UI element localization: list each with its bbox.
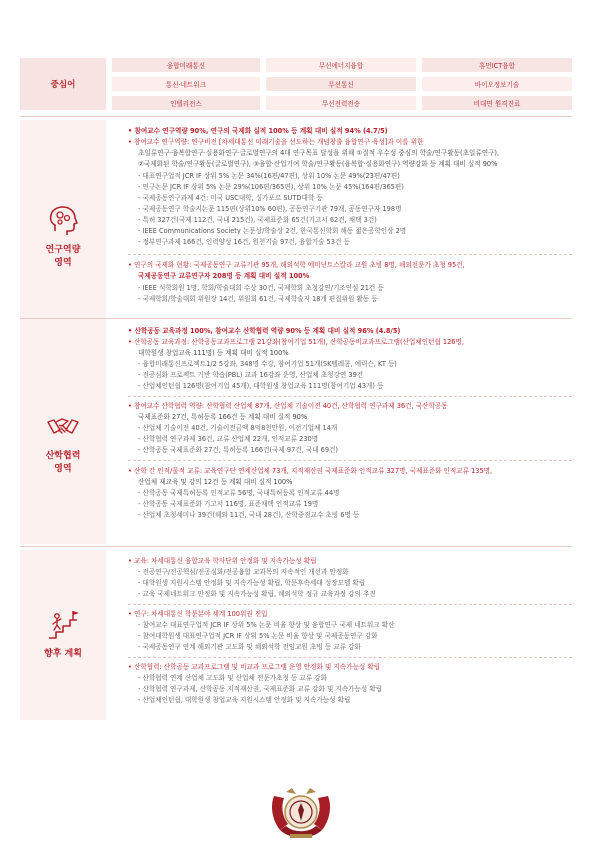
stairs-flag-icon xyxy=(46,608,80,642)
text-line: - 연구논문 JCR IF 상위 5% 논문 29%(106편/365편), 상위 10% 논문 45%(164편/365편) xyxy=(138,183,404,191)
text-line: - 국제공동연구 학술지논문 115편(상위10% 60편), 공동연구기관 79개, 공동연구자 198명 xyxy=(138,205,402,213)
subdivider xyxy=(128,396,572,397)
subdivider xyxy=(128,604,572,605)
text-line: - 대표연구업적 JCR IF 상위 5% 논문 34%(16편/47편), 상위 10% 논문 49%(23편/47편) xyxy=(138,172,400,180)
text-line: • 산학협력: 산학공동 교과프로그램 및 비교과 프로그램 운영 안정화 및 지속가능성 확립 xyxy=(128,663,381,671)
text-line: - 전공연구/전공핵심/전공심화/전공융합 교과목의 지속적인 개선과 안정화 xyxy=(138,568,349,576)
text-line: - IEEE Communications Society 논문상/학술상 2건, 한국통신학회 해동 젊은공학인상 2명 xyxy=(138,227,407,235)
keyword-cell: 바이오정보기술 xyxy=(422,77,572,91)
plan-section xyxy=(20,550,572,720)
keyword-cell: 비대면 원격진료 xyxy=(422,96,572,110)
text-line: - 국제공동연구과제 4건: 미국 USC대학, 싱가포르 SUTD대학 등 xyxy=(138,194,323,202)
text-line: - 산업체인턴쉽, 대학원생 창업교육 지원시스템 안정화 및 지속가능성 확립 xyxy=(138,696,351,704)
keyword-cell: 무선전력전송 xyxy=(266,96,416,110)
keyword-cell: 융합미래통신 xyxy=(112,58,260,72)
text-line: 국제표준화 27건, 특허등록 166건 등 계획 대비 실적 90% xyxy=(138,413,308,421)
industry-label-panel xyxy=(20,322,106,544)
text-line: - 참여대학원생 대표연구업적 JCR IF 상위 5% 논문 비율 향상 및 국제공동연구 강화 xyxy=(138,632,378,640)
subdivider xyxy=(128,460,572,461)
text-line: - 교육 국제네트워크 안정화 및 지속가능성 확립, 해외석학 정규 교육과정 강의 추진 xyxy=(138,590,376,598)
keyword-cell: 인텔리전스 xyxy=(112,96,260,110)
text-line: 대학원생 창업교육 111명) 등 계획 대비 실적 100% xyxy=(138,349,289,357)
divider xyxy=(20,116,572,117)
text-line: - 산학협력 연계 산업체 고도화 및 산업체 전문가초청 등 교류 강화 xyxy=(138,674,327,682)
text-line: - 국제학회/학술대회 위원장 14건, 위원회 61건, 국제학술지 18개 편집위원 활동 등 xyxy=(138,295,378,303)
text-line: • 산학공동 교육과정 100%, 참여교수 산학협력 역량 90% 등 계획 대비 실적 96% (4.8/5) xyxy=(128,327,401,335)
text-line: - 참여교수 대표연구업적 JCR IF 상위 5% 논문 비율 향상 및 융합연구 국제 네트워크 확산 xyxy=(138,621,395,629)
text-line: • 교육: 차세대통신 융합교육 학사단위 안정화 및 지속가능성 확립 xyxy=(128,557,317,565)
research-title: 연구역량 xyxy=(45,245,81,255)
text-line: • 연구의 국제화 현황: 국제공동연구 교류기관 95개, 해외석학 에미넌트스칼라 교원 초빙 8명, 해외전문가 초청 95건, xyxy=(128,261,465,269)
text-line: - 전공심화 프로젝트 기반 학습(PBL) 교과 16강좌 운영, 산업체 초청강연 39건 xyxy=(138,371,364,379)
text-line: - 정부연구과제 166건, 인력양성 16건, 원천기술 97건, 융합기술 53건 등 xyxy=(138,238,350,246)
text-line: - 산학공동 국제특허등록 인적교류 56명, 국내특허등록 인적교류 44명 xyxy=(138,489,340,497)
text-line: - 산학공동 국제표준화 27건, 특허등록 166건(국제 97건, 국내 69건) xyxy=(138,446,339,454)
industry-title-sub: 영역 xyxy=(54,464,72,474)
text-line: - 특허 327건(국제 112건, 국내 215건), 국제표준화 65건(기고서 62건, 채택 3건) xyxy=(138,216,377,224)
research-title-sub: 영역 xyxy=(54,258,72,268)
text-line: - 산업체 기술이전 40건, 기술이전금액 8억8천만원, 이전기업체 14개 xyxy=(138,424,338,432)
keyword-cell: 무선통신 xyxy=(266,77,416,91)
keyword-table xyxy=(20,58,572,110)
page xyxy=(20,52,572,830)
plan-title: 향후 계획 xyxy=(44,649,82,659)
text-line: 국제공동연구 교류연구자 208명 등 계획 대비 실적 100% xyxy=(138,272,310,280)
keyword-cell: 통신·네트워크 xyxy=(112,77,260,91)
text-line: 산업체 재교육 및 강의 12건 등 계획 대비 실적 100% xyxy=(138,478,293,486)
text-line: 초일류연구·융복합연구·실용화연구·글로벌연구의 4대 연구목표 달성을 위해 ①질적 우수성 중심의 학술/연구활동(초일류연구), xyxy=(138,149,500,157)
text-line: - 대학원생 지원시스템 안정화 및 지속가능성 확립, 학문후속세대 성장모델 확립 xyxy=(138,579,366,587)
text-line: - 산학협력 연구과제 36건, 교류 산업체 22개, 인적교류 230명 xyxy=(138,435,319,443)
text-line: • 참여교수 산학협력 역량: 산학협력 산업체 87개, 산업체 기술이전 40건, 산학협력 연구과제 36건, 국산학공동 xyxy=(128,402,448,410)
text-line: - 산학협력 연구과제, 산학공동 지적재산권, 국제표준화 교류 강화 및 지속가능성 확립 xyxy=(138,685,383,693)
keyword-label: 중심어 xyxy=(20,58,106,110)
text-line: • 산학 간 인적/물적 교류: 교육연구단 연계산업체 73개, 지적재산권 국제표준화 인적교류 327명, 국제표준화 인적교류 135명, xyxy=(128,467,493,475)
text-line: - IEEE 석학회원 1명, 학회/학술대회 수상 30건, 국제학회 초청강연/기조연설 21건 등 xyxy=(138,284,384,292)
text-line: - 산업체 초청세미나 39건(해외 11건, 국내 28건), 산학중점교수 초빙 6명 등 xyxy=(138,511,360,519)
keyword-cell: 무선에너지융합 xyxy=(266,58,416,72)
text-line: • 산학공동 교육과정: 산학공동교과프로그램 21강좌(참여기업 51개), 산학공동비교과프로그램(산업체인턴쉽 126명, xyxy=(128,338,464,346)
text-line: ②국제화된 학술/연구활동(글로벌연구), ③융합·산업기여 학술/연구활동(융복합·실용화연구) 역량강화 등 계획 대비 실적 90% xyxy=(138,160,498,168)
divider xyxy=(20,546,572,547)
text-line: - 융합미래통신프로젝트1/2 5강좌, 348명 수강, 참여기업 51개(SK텔레콤, 에릭슨, KT 등) xyxy=(138,360,397,368)
keyword-cell: 휴먼ICT융합 xyxy=(422,58,572,72)
subdivider xyxy=(128,657,572,658)
plan-label-panel xyxy=(20,550,106,720)
keyword-grid xyxy=(112,58,572,110)
subdivider xyxy=(128,254,572,255)
text-line: • 연구: 차세대통신 학문분야 세계 100위권 진입 xyxy=(128,610,268,618)
university-emblem-icon xyxy=(266,786,336,844)
text-line: - 산업체인턴쉽 126명(참여기업 45개), 대학원생 창업교육 111명(참여기업 43개) 등 xyxy=(138,382,384,390)
brain-head-icon xyxy=(46,204,80,238)
industry-title: 산학협력 xyxy=(45,451,81,461)
handshake-icon xyxy=(46,410,80,444)
text-line: - 산학공동 국제표준화 기고서 116명, 표준채택 인적교류 19명 xyxy=(138,500,319,508)
text-line: • 참여교수 연구역량 90%, 연구의 국제화 실적 100% 등 계획 대비 실적 94% (4.7/5) xyxy=(128,127,388,135)
text-line: • 참여교수 연구역량: 연구비전 [차세대통신 미래기술을 선도하는 개념창출 융합연구 육성]과 이를 위한 xyxy=(128,138,424,146)
divider xyxy=(20,318,572,319)
text-line: - 국제공동연구 연계 해외기관 고도화 및 해외석학 전임교원 초빙 등 교류 강화 xyxy=(138,643,361,651)
